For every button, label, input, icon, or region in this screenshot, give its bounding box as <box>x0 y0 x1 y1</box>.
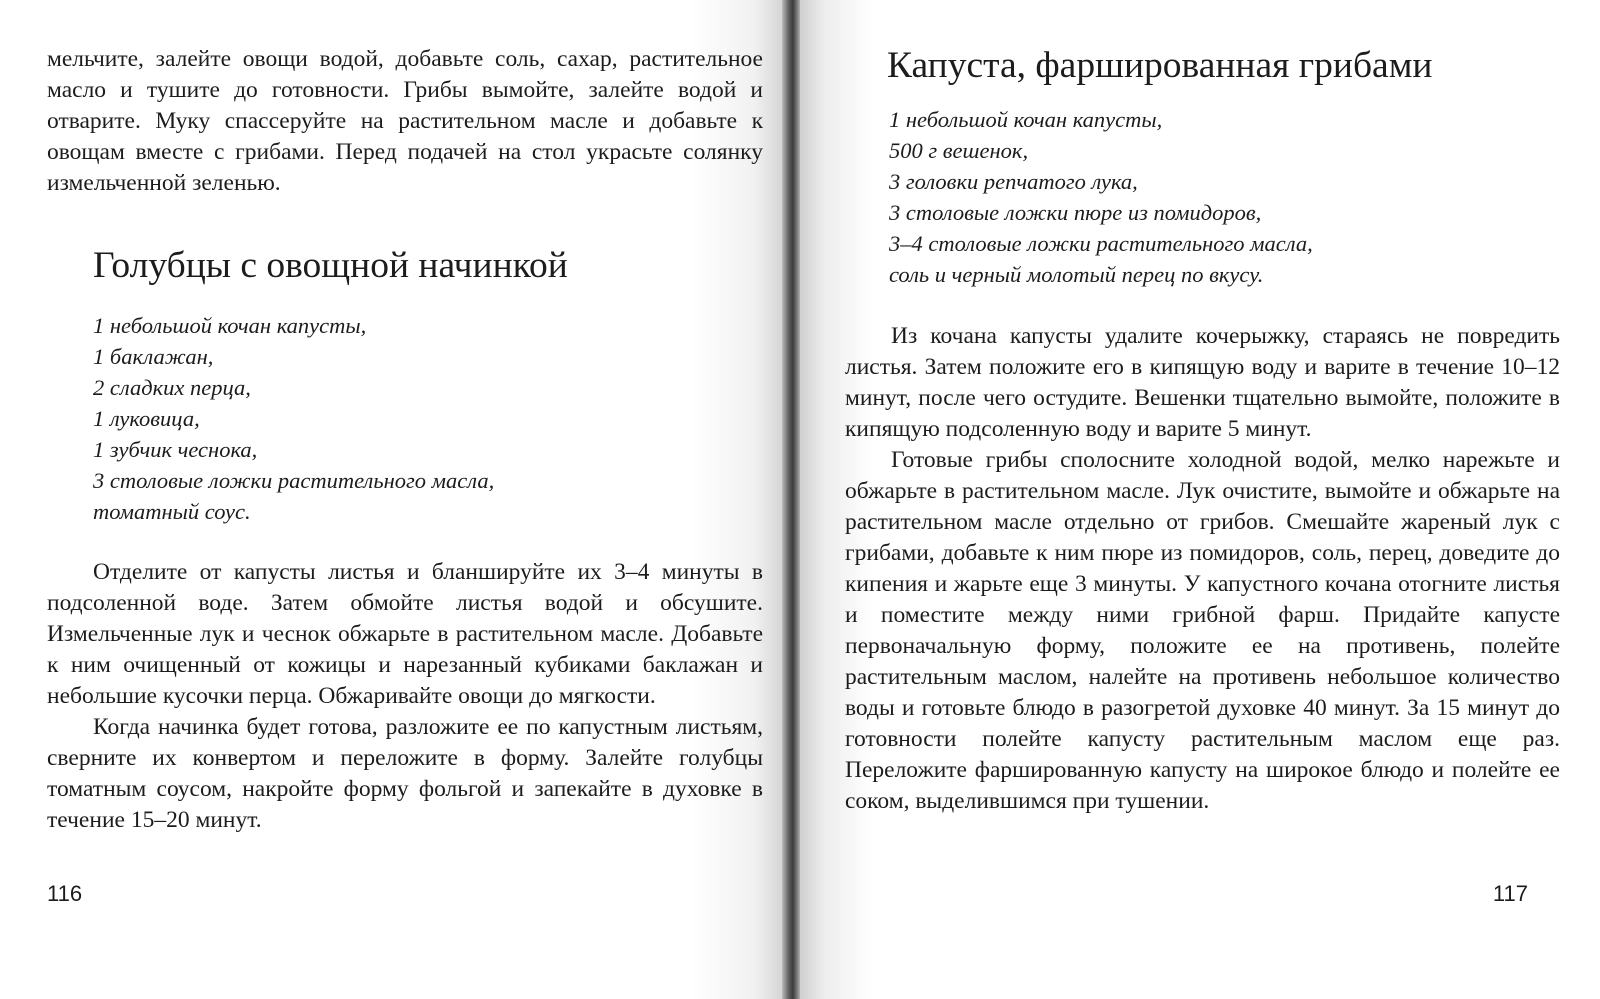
ingredient-item: 1 небольшой кочан капусты, <box>93 313 367 338</box>
ingredient-item: 2 сладких перца, <box>93 375 251 400</box>
method-golubtsy <box>47 557 763 836</box>
recipe-title-stuffed-cabbage: Капуста, фаршированная грибами <box>887 45 1433 86</box>
left-page <box>0 0 786 999</box>
method-paragraph: Готовые грибы сполосните холодной водой, мелко нарежьте и обжарьте в растительном масле. Лук очистите, вымойте и обжарьте на растительном масле отдельно от грибов. Смешайте жареный лук с грибами, добавьте к ним пюре из помидоров, соль, перец, доведите до кипения и жарьте еще 3 минуты. У капустного кочана отогните листья и поместите между ними грибной фарш. Придайте капусте первоначальную форму, положите ее на противень, полейте растительным маслом, налейте на противень небольшое количество воды и готовьте блюдо в разогретой духовке 40 минут. За 15 минут до готовности полейте капусту растительным маслом еще раз. Переложите фаршированную капусту на широкое блюдо и полейте ее соком, выделившимся при тушении. <box>845 447 1560 814</box>
continued-paragraph: мельчите, залейте овощи водой, добавьте соль, сахар, растительное масло и тушите до готовности. Грибы вымойте, залейте водой и отварите. Муку спассеруйте на растительном масле и добавьте к овощам вместе с грибами. Перед подачей на стол украсьте солянку измельченной зеленью. <box>47 46 763 196</box>
recipe-title-golubtsy: Голубцы с овощной начинкой <box>93 245 568 286</box>
ingredient-list-golubtsy <box>93 310 763 527</box>
method-paragraph: Из кочана капусты удалите кочерыжку, стараясь не повредить листья. Затем положите его в кипящую воду и варите в течение 10–12 минут, после чего остудите. Вешенки тщательно вымойте, положите в кипящую подсоленную воду и варите 5 минут. <box>845 323 1560 442</box>
ingredient-item: 1 баклажан, <box>93 344 214 369</box>
right-page-content <box>845 44 1560 817</box>
ingredient-item: 3 столовые ложки пюре из помидоров, <box>889 200 1262 225</box>
ingredient-item: 1 зубчик чеснока, <box>93 437 258 462</box>
method-stuffed-cabbage <box>845 321 1560 817</box>
ingredient-item: 1 небольшой кочан капусты, <box>889 107 1163 132</box>
ingredient-item: томатный соус. <box>93 499 251 524</box>
method-paragraph: Отделите от капусты листья и бланшируйте их 3–4 минуты в подсоленной воде. Затем обмойте листья водой и обсушите. Измельченные лук и чеснок обжарьте в растительном масле. Добавьте к ним очищенный от кожицы и нарезанный кубиками баклажан и небольшие кусочки перца. Обжаривайте овощи до мягкости. <box>47 559 763 709</box>
page-number-right: 117 <box>1492 881 1528 906</box>
ingredient-list-stuffed-cabbage <box>889 104 1560 290</box>
ingredient-item: 3 столовые ложки растительного масла, <box>93 468 495 493</box>
left-page-content <box>47 44 763 836</box>
page-number-left: 116 <box>47 881 83 906</box>
right-page <box>800 0 1600 999</box>
ingredient-item: 3–4 столовые ложки растительного масла, <box>889 231 1313 256</box>
ingredient-item: 1 луковица, <box>93 406 200 431</box>
book-gutter <box>782 0 802 999</box>
ingredient-item: соль и черный молотый перец по вкусу. <box>889 262 1264 287</box>
method-paragraph: Когда начинка будет готова, разложите ее по капустным листьям, сверните их конвертом и переложите в форму. Залейте голубцы томатным соусом, накройте форму фольгой и запекайте в духовке в течение 15–20 минут. <box>47 714 763 833</box>
ingredient-item: 3 головки репчатого лука, <box>889 169 1138 194</box>
ingredient-item: 500 г вешенок, <box>889 138 1029 163</box>
